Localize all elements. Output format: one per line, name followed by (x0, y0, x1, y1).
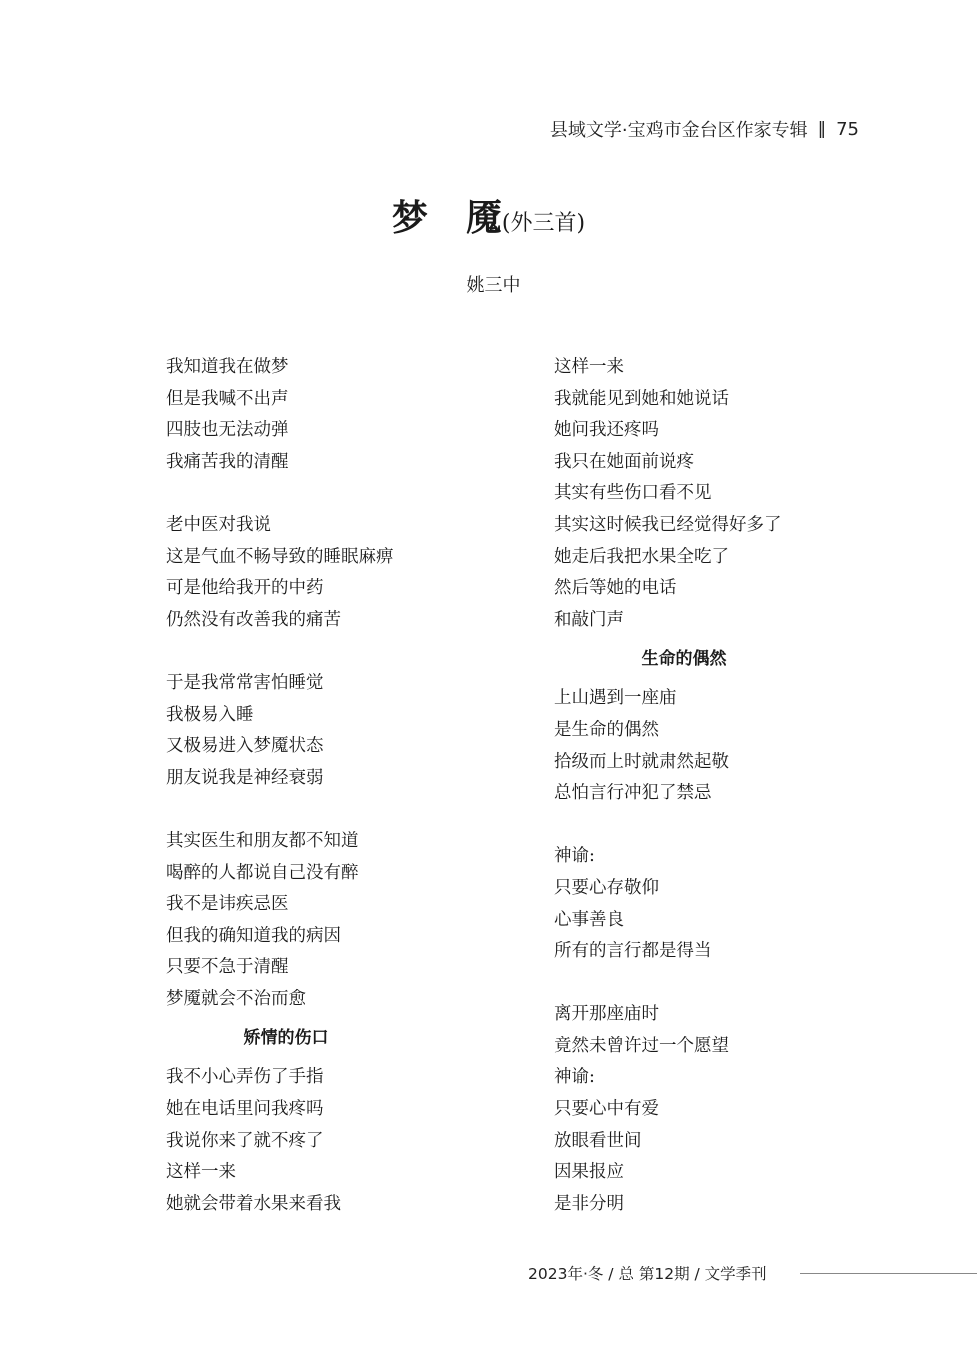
poem-line: 我知道我在做梦 (166, 357, 289, 377)
poem-line: 可是他给我开的中药 (166, 578, 324, 599)
poem-line: 这是气血不畅导致的睡眠麻痹 (166, 546, 394, 567)
poem-line: 所有的言行都是得当 (554, 941, 712, 962)
poem-line: 神谕: (554, 1067, 595, 1088)
poem-line: 我痛苦我的清醒 (166, 451, 289, 472)
poem-line: 四肢也无法动弹 (166, 420, 289, 441)
poem-line: 老中医对我说 (166, 514, 271, 535)
poem-line: 我不是讳疾忌医 (166, 894, 289, 915)
poem-line: 我不小心弄伤了手指 (166, 1067, 324, 1088)
poem-line: 上山遇到一座庙 (554, 688, 677, 709)
poem-line: 神谕: (554, 846, 595, 867)
poem-line: 仍然没有改善我的痛苦 (166, 609, 341, 630)
footer-rule (800, 1273, 977, 1274)
poem-line: 又极易进入梦魇状态 (166, 736, 324, 757)
poem-line: 我极易入睡 (166, 704, 254, 725)
section-title: 生命的偶然 (641, 649, 727, 670)
poem-line: 我只在她面前说疼 (554, 451, 694, 472)
poem-line: 但我的确知道我的病因 (166, 925, 341, 946)
stanza-gap (166, 794, 496, 826)
footer-issue: 2023年·冬 / 总 第12期 / 文学季刊 (528, 1265, 767, 1283)
title-char-2: 魇 (465, 197, 502, 239)
poem-line: 是非分明 (554, 1193, 624, 1214)
header-text: 县域文学·宝鸡市金台区作家专辑 (549, 120, 808, 141)
poem-line: 这样一来 (166, 1162, 236, 1183)
page-number: 75 (836, 118, 859, 140)
poem-line: 心事善良 (554, 909, 624, 930)
header-separator: ‖ (817, 119, 825, 139)
author-name: 姚三中 (466, 275, 521, 296)
poem-line: 放眼看世间 (554, 1130, 642, 1151)
poem-line: 她就会带着水果来看我 (166, 1193, 341, 1214)
poem-line: 和敲门声 (554, 609, 624, 630)
poem-line: 总怕言行冲犯了禁忌 (554, 783, 712, 804)
poem-line: 她在电话里问我疼吗 (166, 1099, 324, 1120)
poem-line: 只要心存敬仰 (554, 877, 659, 898)
poem-line: 离开那座庙时 (554, 1004, 659, 1025)
poem-line: 她走后我把水果全吃了 (554, 546, 729, 567)
stanza-gap (554, 810, 884, 842)
title-subtitle: (外三首) (501, 211, 586, 236)
poem-line: 我说你来了就不疼了 (166, 1130, 324, 1151)
right-column (554, 352, 884, 1220)
poem-line: 喝醉的人都说自己没有醉 (166, 862, 359, 883)
poem-line: 这样一来 (554, 357, 624, 377)
poem-line: 其实医生和朋友都不知道 (166, 830, 359, 851)
poem-line: 但是我喊不出声 (166, 388, 289, 409)
poem-line: 她问我还疼吗 (554, 420, 659, 441)
poem-line: 朋友说我是神经衰弱 (166, 767, 324, 788)
poem-line: 拾级而上时就肃然起敬 (554, 751, 729, 772)
poem-line: 然后等她的电话 (554, 578, 677, 599)
stanza-gap (166, 636, 496, 668)
poem-line: 因果报应 (554, 1162, 624, 1183)
poem-line: 我就能见到她和她说话 (554, 388, 729, 409)
stanza-gap (554, 968, 884, 1000)
left-column (166, 352, 496, 1220)
poem-line: 其实这时候我已经觉得好多了 (554, 514, 782, 535)
poem-line: 于是我常常害怕睡觉 (166, 672, 324, 693)
poem-line: 梦魇就会不治而愈 (166, 988, 306, 1009)
poem-line: 只要不急于清醒 (166, 957, 289, 978)
stanza-gap (166, 478, 496, 510)
running-header (550, 116, 859, 142)
poem-title (0, 190, 977, 241)
poem-line: 只要心中有爱 (554, 1099, 659, 1120)
section-title: 矫情的伤口 (243, 1028, 329, 1049)
poem-line: 竟然未曾许过一个愿望 (554, 1035, 729, 1056)
title-char-1: 梦 (391, 197, 428, 239)
poem-line: 是生命的偶然 (554, 719, 659, 740)
poem-line: 其实有些伤口看不见 (554, 483, 712, 504)
